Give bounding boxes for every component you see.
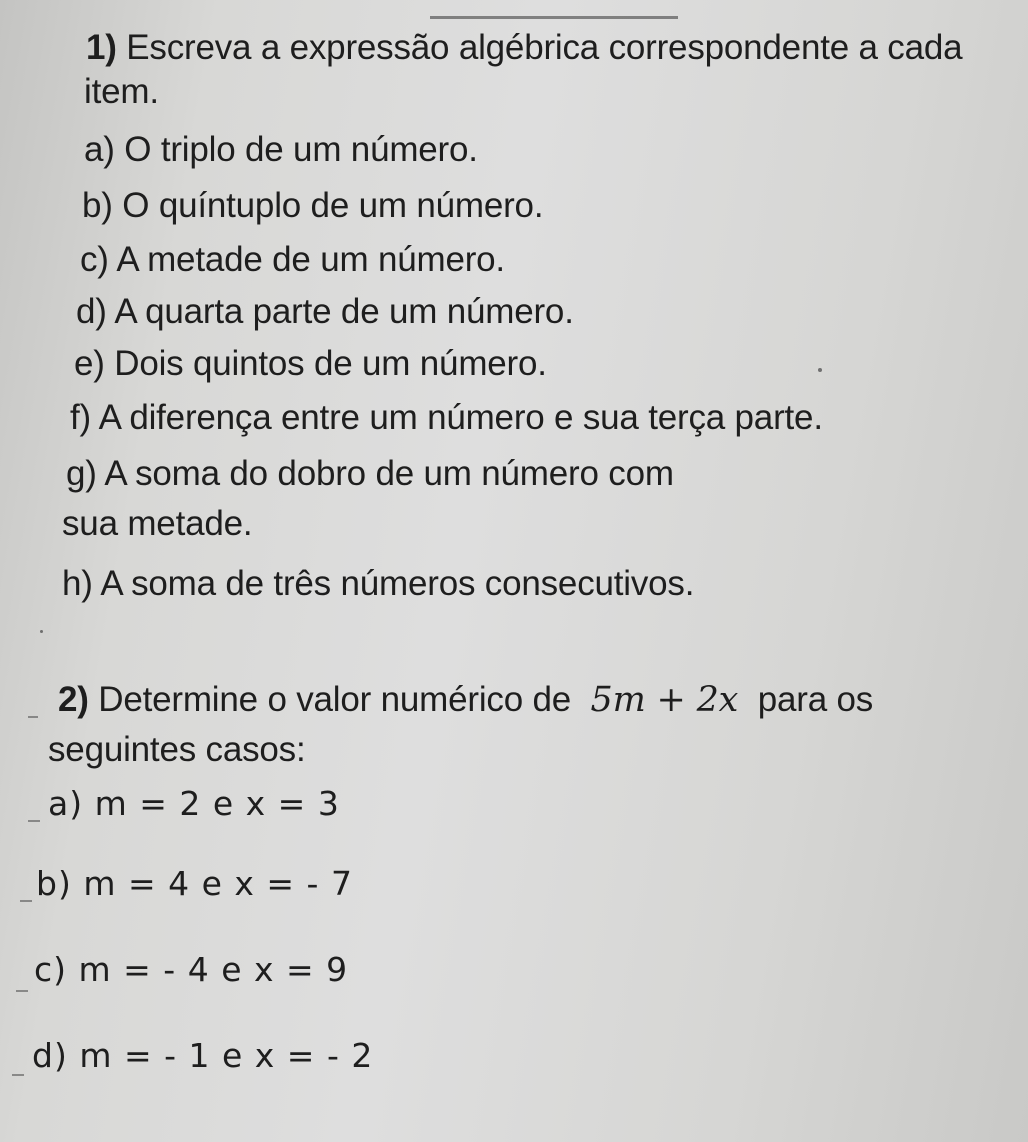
- case-text: m = 4 e x = - 7: [83, 864, 353, 903]
- item-label: a): [84, 130, 115, 169]
- q1-item-g-continuation: sua metade.: [62, 504, 253, 543]
- case-text: m = - 1 e x = - 2: [79, 1036, 374, 1075]
- item-label: e): [74, 344, 105, 383]
- margin-mark: [12, 1074, 24, 1076]
- q2-prompt-after: para os: [757, 680, 874, 719]
- q2-case-c: [34, 950, 348, 990]
- q1-item-h: [62, 564, 694, 604]
- q2-expression: 5m + 2x: [590, 680, 739, 720]
- margin-mark: [16, 990, 28, 992]
- q1-prompt-line1: [86, 28, 962, 68]
- item-label: c): [80, 240, 109, 279]
- q1-item-e: [74, 344, 547, 384]
- q1-item-g: [66, 454, 674, 494]
- case-text: m = - 4 e x = 9: [78, 950, 349, 989]
- case-label: b): [36, 864, 72, 903]
- q2-case-b: [36, 864, 353, 904]
- q1-item-f: [70, 398, 823, 438]
- item-text: A metade de um número.: [116, 240, 505, 279]
- q2-case-a: [48, 784, 340, 824]
- margin-mark: [20, 900, 32, 902]
- q2-number: 2): [58, 680, 89, 719]
- margin-mark: [28, 716, 38, 718]
- item-label: h): [62, 564, 93, 603]
- margin-mark: [28, 820, 40, 822]
- pen-mark: [818, 368, 822, 372]
- cropped-header-decoration: [430, 4, 678, 19]
- q1-item-b: [82, 186, 543, 226]
- item-label: f): [70, 398, 91, 437]
- q1-prompt-text: Escreva a expressão algébrica correspondente a cada: [126, 28, 963, 67]
- case-label: d): [32, 1036, 68, 1075]
- q2-prompt-before: Determine o valor numérico de: [98, 680, 572, 719]
- item-text: A soma de três números consecutivos.: [100, 564, 695, 603]
- case-label: a): [48, 784, 84, 823]
- item-text: A soma do dobro de um número com: [104, 454, 674, 493]
- q2-case-d: [32, 1036, 373, 1076]
- q2-prompt-line1: [58, 680, 873, 720]
- case-label: c): [34, 950, 68, 989]
- item-text: Dois quintos de um número.: [114, 344, 547, 383]
- item-text: A diferença entre um número e sua terça parte.: [98, 398, 823, 437]
- q1-item-d: [76, 292, 574, 332]
- q1-item-a: [84, 130, 478, 170]
- item-label: g): [66, 454, 97, 493]
- q1-number: 1): [86, 28, 117, 67]
- item-text: O quíntuplo de um número.: [122, 186, 544, 225]
- q1-prompt-line2: item.: [84, 72, 159, 111]
- item-text: O triplo de um número.: [124, 130, 478, 169]
- q1-item-c: [80, 240, 505, 280]
- case-text: m = 2 e x = 3: [94, 784, 340, 823]
- item-label: d): [76, 292, 107, 331]
- item-text: A quarta parte de um número.: [114, 292, 574, 331]
- pen-mark: [40, 630, 43, 633]
- q2-prompt-line2: seguintes casos:: [48, 730, 306, 769]
- item-label: b): [82, 186, 113, 225]
